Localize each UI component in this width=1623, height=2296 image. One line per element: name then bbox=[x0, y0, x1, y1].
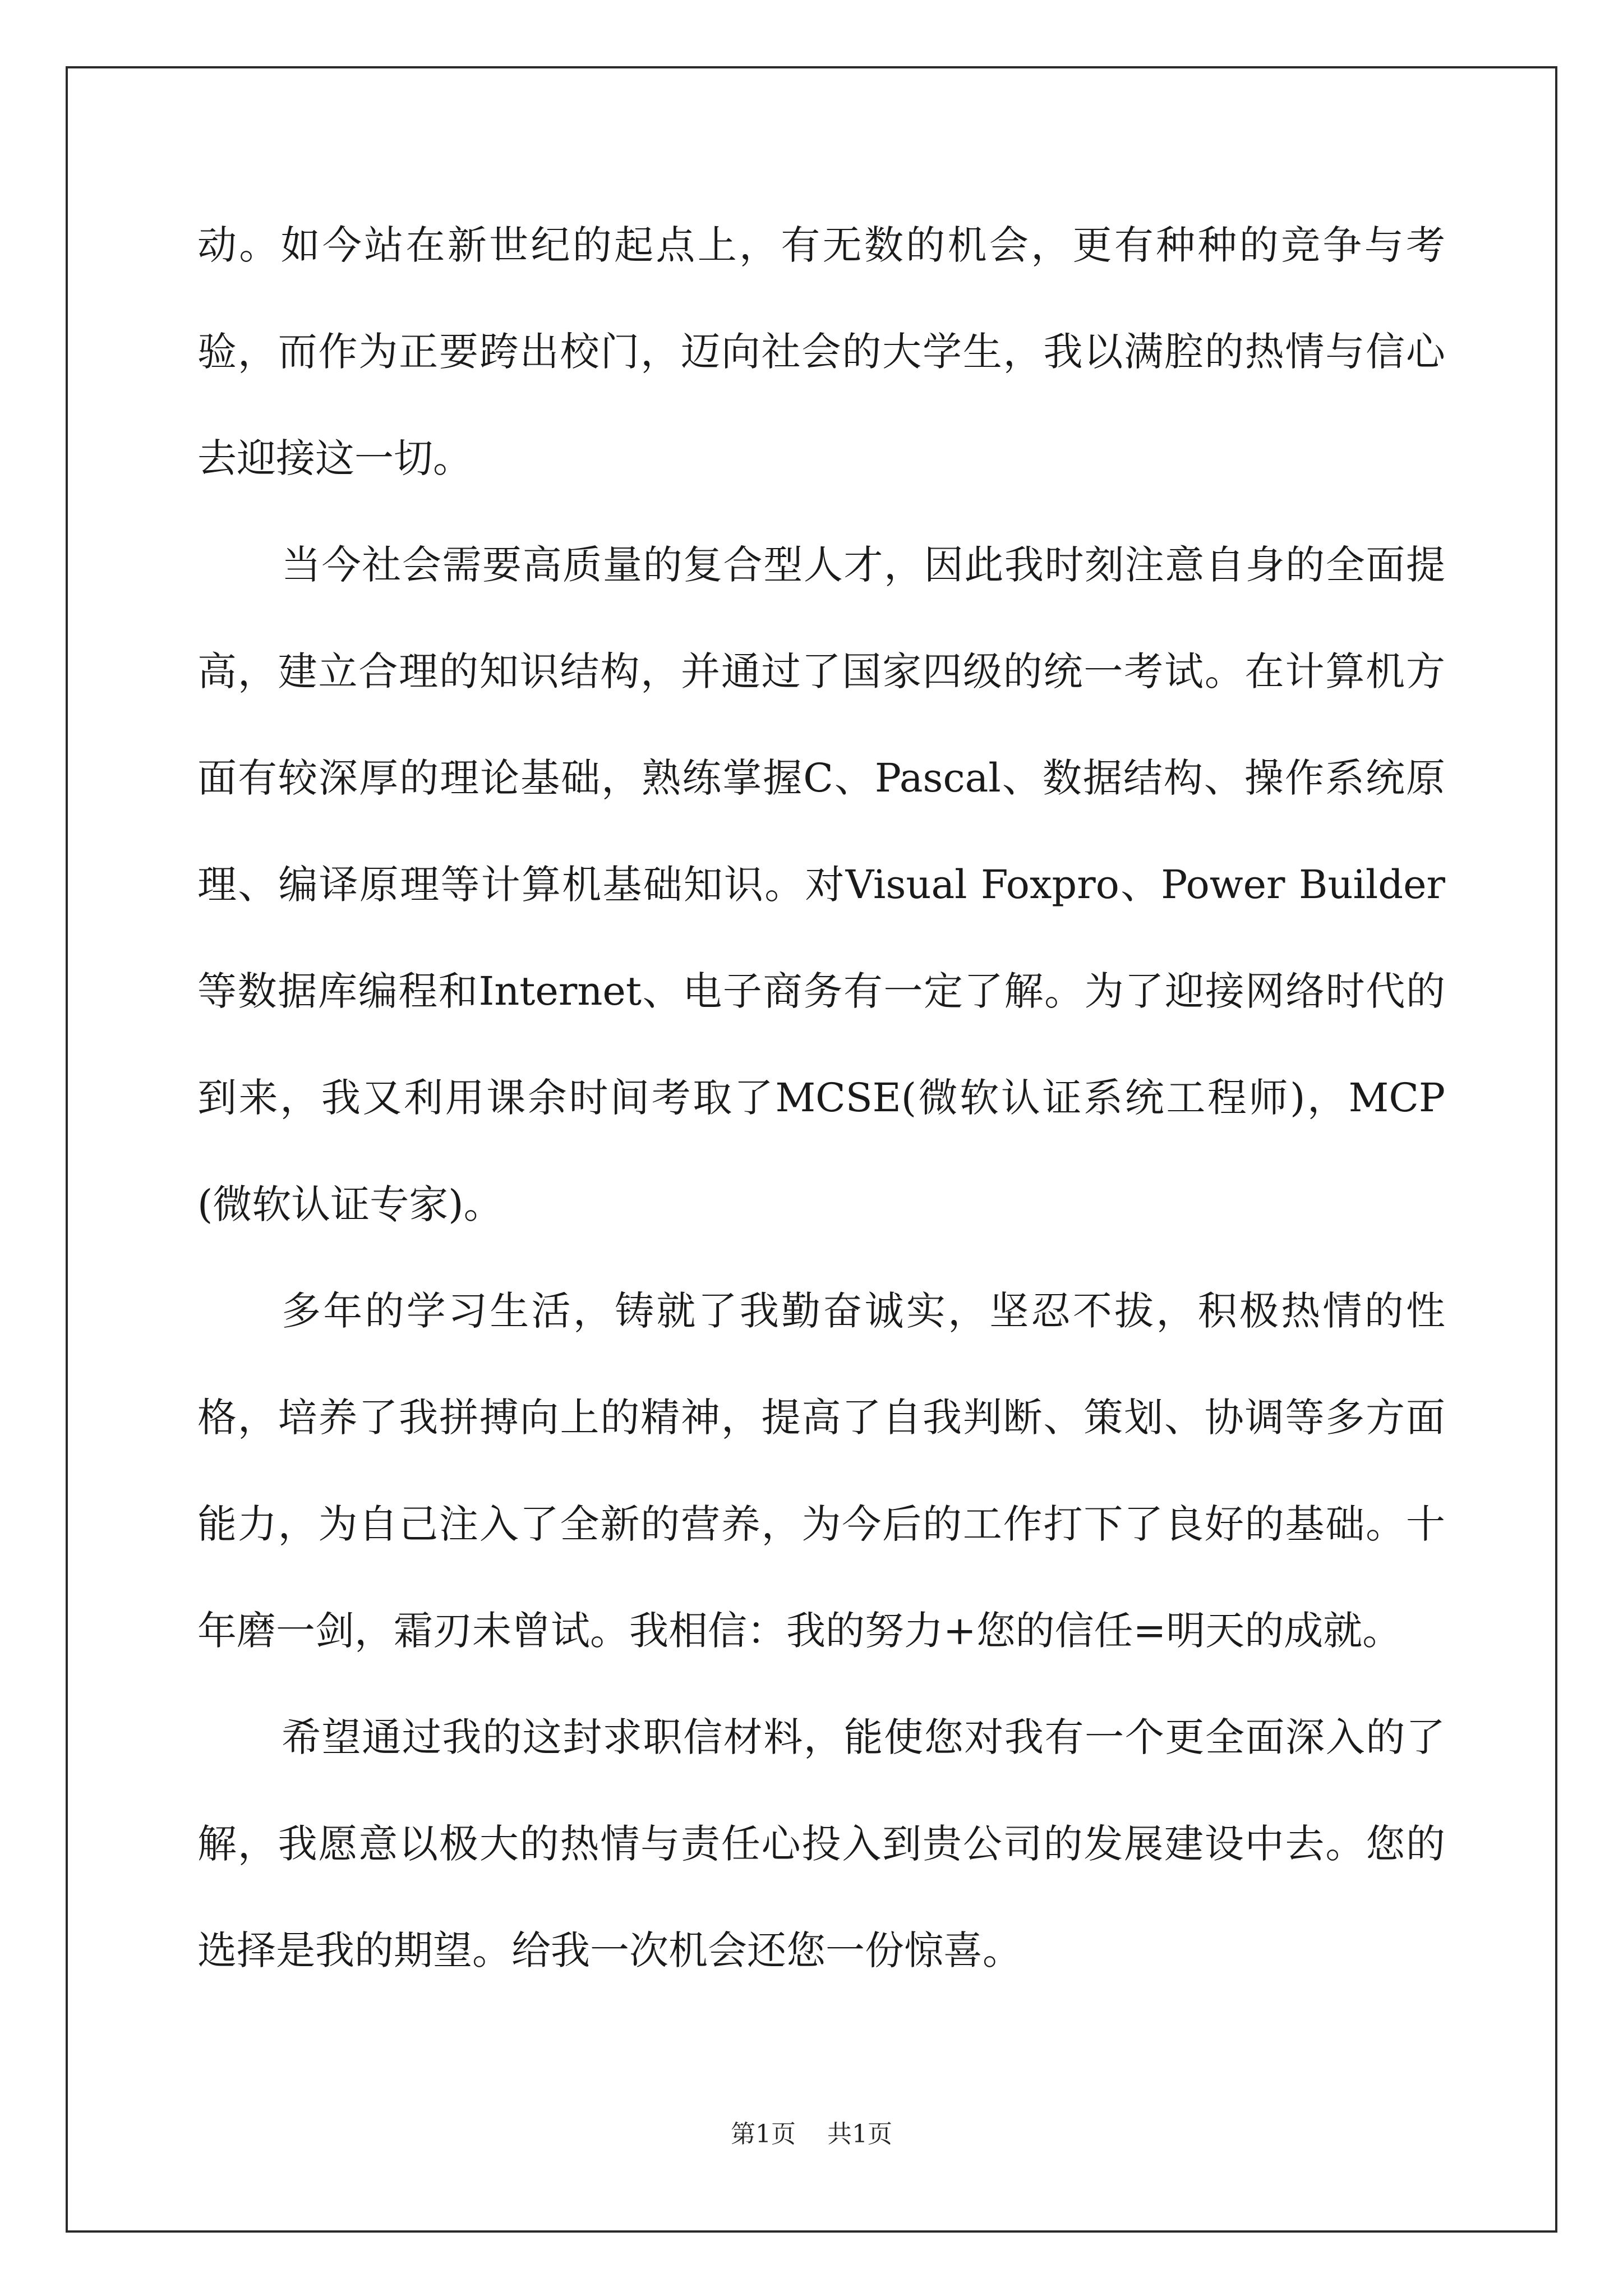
paragraph-skills: 当今社会需要高质量的复合型人才，因此我时刻注意自身的全面提高，建立合理的知识结构，并通过了国家四级的统一考试。在计算机方面有较深厚的理论基础，熟练掌握C、Pascal、数据结构、操作系统原理、编译原理等计算机基础知识。对Visual Foxpro、Power Builder等数据库编程和Internet、电子商务有一定了解。为了迎接网络时代的到来，我又利用课余时间考取了MCSE(微软认证系统工程师)，MCP(微软认证专家)。 bbox=[197, 542, 1445, 1227]
paragraph-closing: 希望通过我的这封求职信材料，能使您对我有一个更全面深入的了解，我愿意以极大的热情与责任心投入到贵公司的发展建设中去。您的选择是我的期望。给我一次机会还您一份惊喜。 bbox=[197, 1714, 1445, 1973]
page-footer bbox=[0, 2114, 1623, 2150]
paragraph-character: 多年的学习生活，铸就了我勤奋诚实，坚忍不拔，积极热情的性格，培养了我拼搏向上的精神，提高了自我判断、策划、协调等多方面能力，为自己注入了全新的营养，为今后的工作打下了良好的基础。十年磨一剑，霜刃未曾试。我相信：我的努力+您的信任=明天的成就。 bbox=[197, 1288, 1445, 1654]
paragraph-continued: 动。如今站在新世纪的起点上，有无数的机会，更有种种的竞争与考验，而作为正要跨出校门，迈向社会的大学生，我以满腔的热情与信心去迎接这一切。 bbox=[197, 222, 1445, 481]
page-total: 共1页 bbox=[827, 2120, 892, 2148]
page-number: 第1页 bbox=[731, 2120, 796, 2148]
document-body bbox=[197, 192, 1445, 2004]
